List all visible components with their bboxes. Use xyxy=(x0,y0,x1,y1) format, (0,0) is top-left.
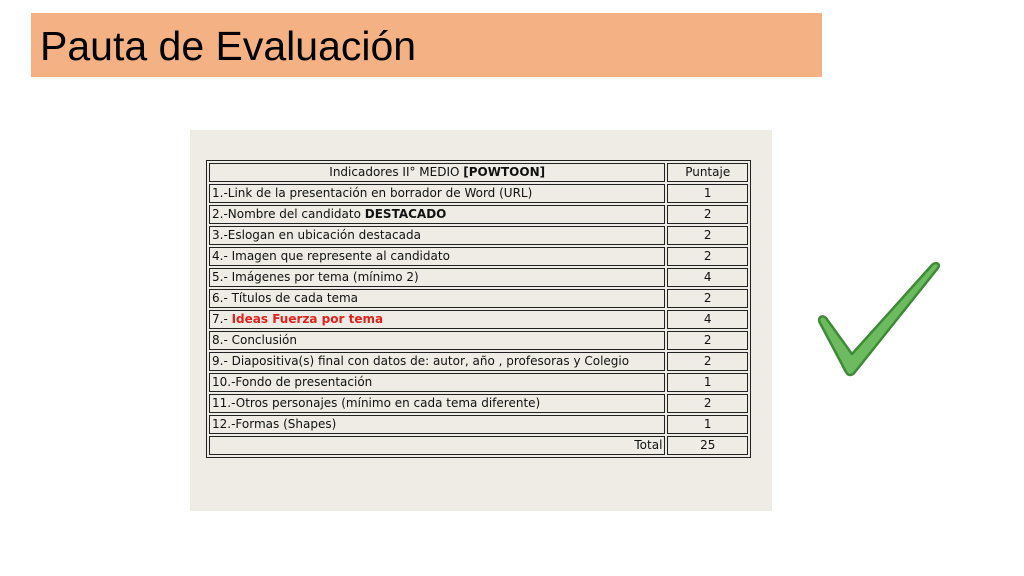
indicator-highlight: Ideas Fuerza por tema xyxy=(231,312,384,326)
indicator-cell: 3.-Eslogan en ubicación destacada xyxy=(209,226,665,245)
table-row xyxy=(209,373,748,392)
check-shape xyxy=(819,263,939,375)
indicator-cell: 9.- Diapositiva(s) final con datos de: autor, año , profesoras y Colegio xyxy=(209,352,665,371)
check-icon xyxy=(812,258,946,382)
table-row xyxy=(209,352,748,371)
table-row xyxy=(209,310,748,329)
rubric-panel xyxy=(190,130,772,511)
table-row xyxy=(209,394,748,413)
slide-title: Pauta de Evaluación xyxy=(40,23,417,69)
table-row xyxy=(209,268,748,287)
table-header-row xyxy=(209,163,748,182)
table-row xyxy=(209,226,748,245)
total-label: Total xyxy=(209,436,665,455)
points-cell: 1 xyxy=(667,415,748,434)
points-cell: 1 xyxy=(667,184,748,203)
indicator-cell: 11.-Otros personajes (mínimo en cada tema diferente) xyxy=(209,394,665,413)
indicator-cell xyxy=(209,205,665,224)
indicator-cell: 10.-Fondo de presentación xyxy=(209,373,665,392)
total-row xyxy=(209,436,748,455)
indicator-cell: 4.- Imagen que represente al candidato xyxy=(209,247,665,266)
table-row xyxy=(209,205,748,224)
table-row xyxy=(209,289,748,308)
indicator-cell: 5.- Imágenes por tema (mínimo 2) xyxy=(209,268,665,287)
indicator-header xyxy=(209,163,665,182)
points-cell: 2 xyxy=(667,331,748,350)
points-cell: 2 xyxy=(667,226,748,245)
points-cell: 2 xyxy=(667,289,748,308)
points-cell: 4 xyxy=(667,268,748,287)
points-cell: 1 xyxy=(667,373,748,392)
points-cell: 2 xyxy=(667,394,748,413)
table-row xyxy=(209,331,748,350)
points-cell: 2 xyxy=(667,352,748,371)
points-header: Puntaje xyxy=(667,163,748,182)
rubric-table xyxy=(206,160,751,458)
title-bar xyxy=(31,13,822,77)
indicator-cell: 12.-Formas (Shapes) xyxy=(209,415,665,434)
indicator-header-bold: [POWTOON] xyxy=(463,165,546,179)
points-cell: 2 xyxy=(667,205,748,224)
indicator-cell: 1.-Link de la presentación en borrador de Word (URL) xyxy=(209,184,665,203)
indicator-header-text: Indicadores II° MEDIO xyxy=(329,165,464,179)
total-value: 25 xyxy=(667,436,748,455)
table-row xyxy=(209,184,748,203)
indicator-cell: 8.- Conclusión xyxy=(209,331,665,350)
indicator-text: 7.- xyxy=(212,312,232,326)
table-row xyxy=(209,247,748,266)
points-cell: 4 xyxy=(667,310,748,329)
points-cell: 2 xyxy=(667,247,748,266)
indicator-cell xyxy=(209,310,665,329)
indicator-text: 2.-Nombre del candidato xyxy=(212,207,365,221)
indicator-emphasis: DESTACADO xyxy=(364,207,447,221)
indicator-cell: 6.- Títulos de cada tema xyxy=(209,289,665,308)
table-row xyxy=(209,415,748,434)
